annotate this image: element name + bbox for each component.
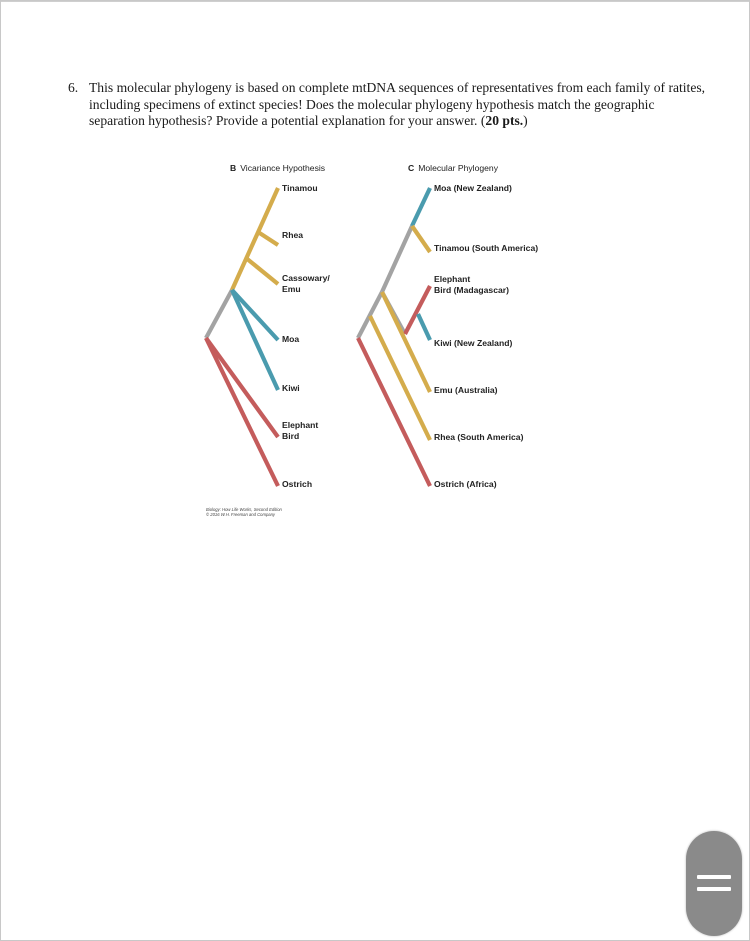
panel-c-title: C Molecular Phylogeny [408,163,498,173]
taxon-tinamou-sa: Tinamou (South America) [434,243,539,253]
points-label: 20 pts. [485,113,524,128]
branch-emu-c [382,292,430,392]
taxon-kiwi: Kiwi [282,383,300,393]
taxon-rhea-sa: Rhea (South America) [434,432,524,442]
taxon-ostrich: Ostrich [282,479,313,489]
taxon-moa: Moa [282,334,300,344]
panel-b-title: B Vicariance Hypothesis [230,163,326,173]
branch-ostrich [206,338,278,486]
figure-credit-line-1: Biology: How Life Works, Second Edition [206,507,282,512]
branch-kiwi [232,290,278,390]
taxon-tinamou: Tinamou [282,183,318,193]
taxon-elephant-c: Elephant [434,274,471,284]
branch-elephant-bird-c [405,286,430,334]
branch-cassowary-emu [246,258,278,284]
taxon-bird: Bird [282,431,300,441]
branch-moa-c [412,188,430,226]
taxon-moa-nz: Moa (New Zealand) [434,183,512,193]
taxon-bird-madagascar: Bird (Madagascar) [434,285,509,295]
menu-lines-icon [697,875,731,893]
branch-moa [232,290,278,340]
molecular-tree [358,188,430,486]
taxon-emu: Emu [282,284,301,294]
branch-tinamou-c [412,226,430,252]
taxon-kiwi-nz: Kiwi (New Zealand) [434,338,513,348]
taxon-elephant: Elephant [282,420,319,430]
menu-button[interactable] [686,831,742,936]
branch-elephant-bird [206,338,278,437]
branch-ostrich-c [358,338,430,486]
question-text: This molecular phylogeny is based on complete mtDNA sequences of representatives from each family of ratites, including specimens of extinct species! Does the molecular phylogeny hypothesis match the geographic separation hypothesis? Provide a potential explanation for your answer. (20 pts.) [89,80,706,128]
taxon-cassowary: Cassowary/ [282,273,330,283]
branch-kiwi-c [418,314,430,340]
figure-credit-line-2: © 2016 W.H. Freeman and Company [206,512,276,517]
branch-rhea [258,232,278,245]
question-number: 6. [68,80,79,95]
taxon-ostrich-africa: Ostrich (Africa) [434,479,497,489]
taxon-emu-australia: Emu (Australia) [434,385,498,395]
branch-root-stem [206,290,232,338]
taxon-rhea: Rhea [282,230,304,240]
branch-moa-tinamou-stem [382,226,412,292]
vicariance-tree [206,188,278,486]
